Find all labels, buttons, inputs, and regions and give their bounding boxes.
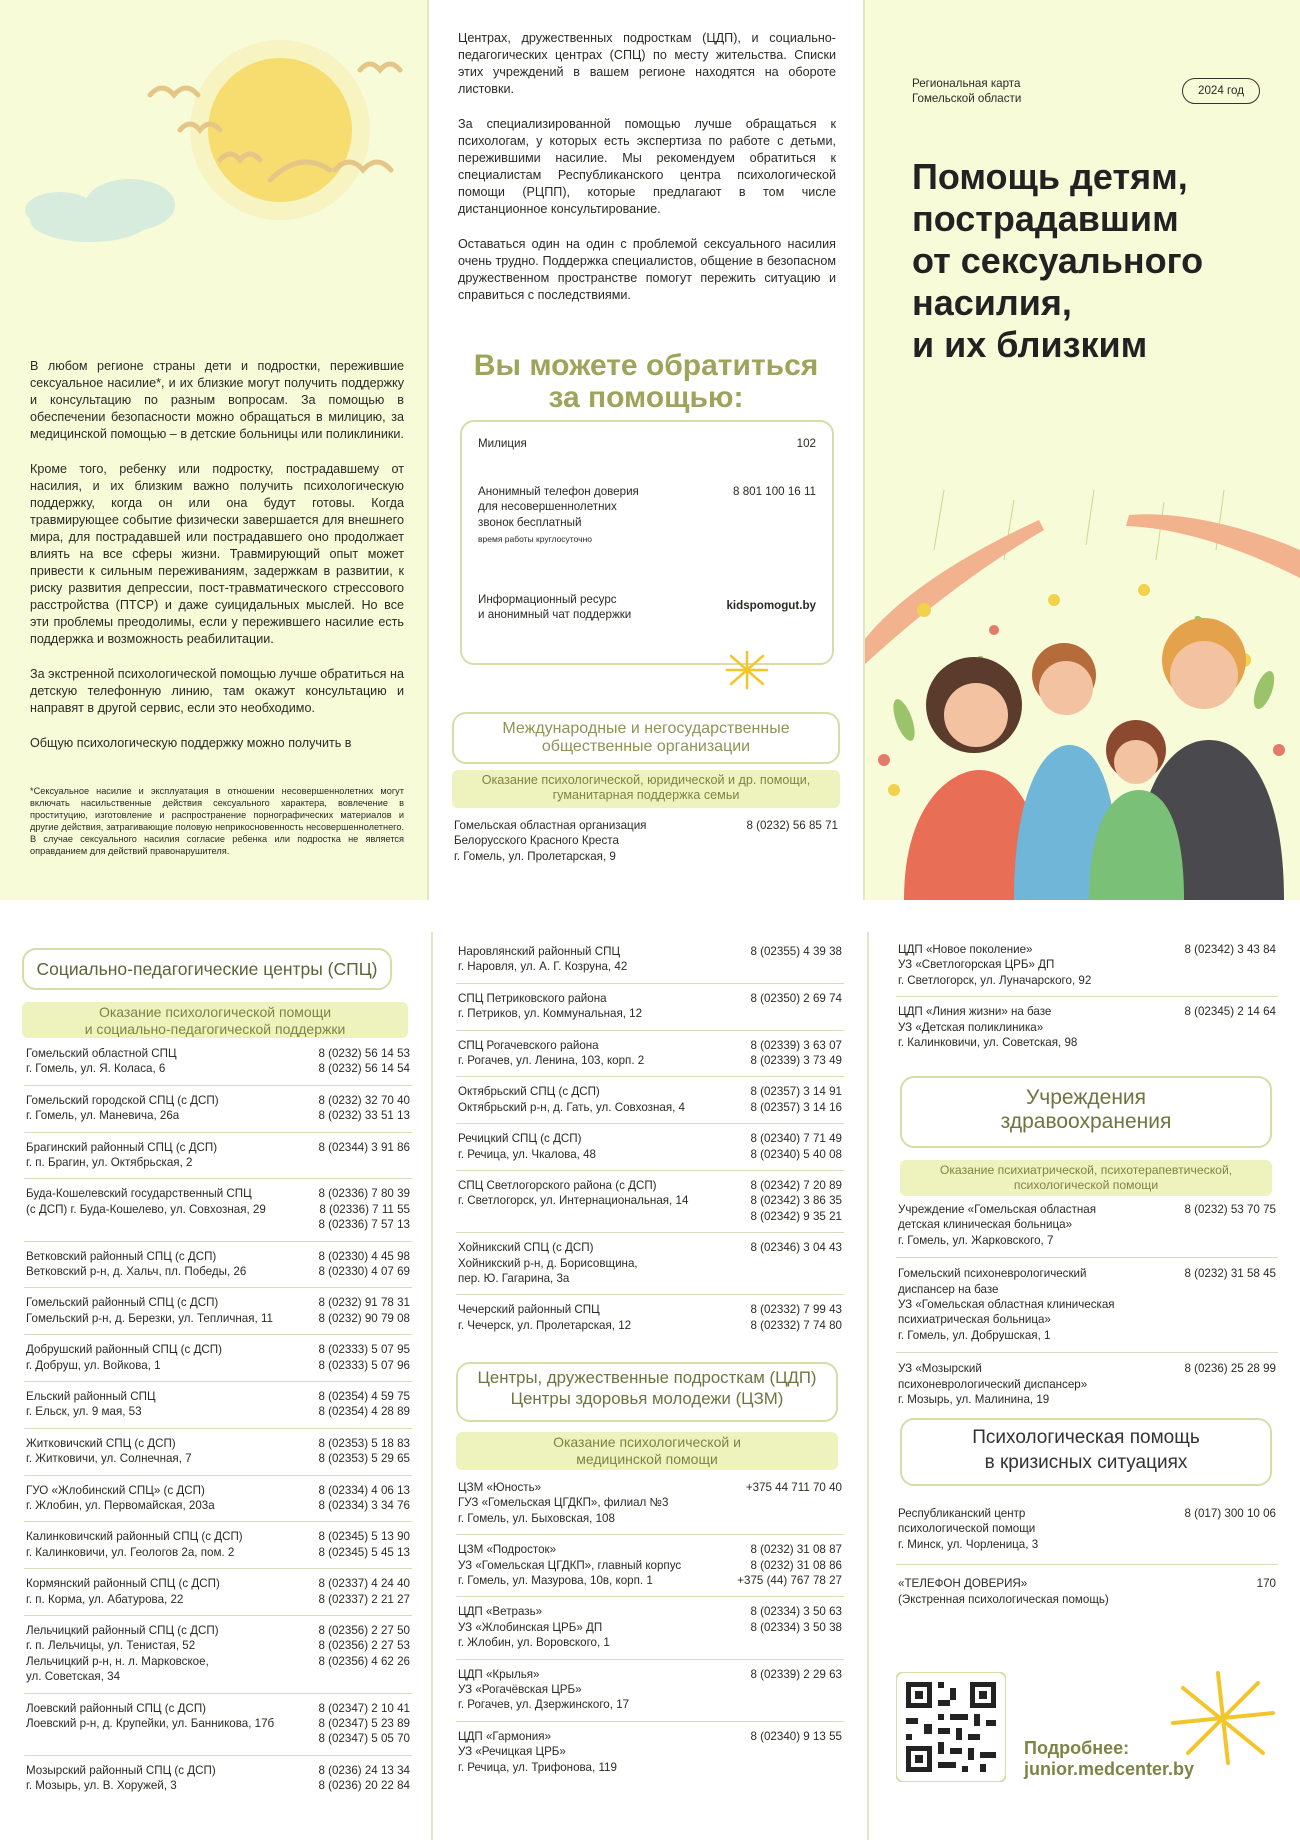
institution-name: Наровлянский районный СПЦ г. Наровля, ул. А. Г. Козруна, 42 xyxy=(458,945,628,974)
institution-name: Учреждение «Гомельская областная детская клиническая больница» г. Гомель, ул. Жарковского, 7 xyxy=(898,1203,1097,1247)
contact-link[interactable]: kidspomogut.by xyxy=(726,599,816,612)
emergency-paragraph: За экстренной психологической помощью лучше обратиться на детскую телефонную линию, там окажут консультацию и направят в другой сервис, если это необходимо. xyxy=(30,667,404,715)
row-divider xyxy=(24,1693,412,1694)
row-divider xyxy=(456,1294,844,1295)
intl-orgs-band: Оказание психологической, юридической и др. помощи, гуманитарная поддержка семьи xyxy=(452,770,840,808)
phone-number[interactable]: 8 (02353) 5 18 83 8 (02353) 5 29 65 xyxy=(318,1436,410,1466)
support-paragraph: Кроме того, ребенку или подростку, пострадавшему от насилия, и их близким важно получить психологическую поддержку, когда он или она будут готовы. Когда травмирующее событие физически завершается для внешнего мира, для пострадавшей или пострадавшего оно продолжает влиять на все сферы жизни. Травмирующий опыт может привести к сильным переживаниям, задержкам в развитии, к риску развития депрессии, пост-травматического стрессового расстройства (ПТСР) и даже суицидальных мыслей. Но все эти проблемы преодолимы, если у пережившего насилие есть поддержка и возможность реабилитации. xyxy=(30,462,404,646)
help-heading-line2: за помощью: xyxy=(548,380,744,414)
institution-name: Лоевский районный СПЦ (с ДСП) Лоевский р-н, д. Крупейки, ул. Банникова, 17б xyxy=(26,1701,275,1730)
institution-name: Республиканский центр психологической помощи г. Минск, ул. Чорленица, 3 xyxy=(898,1507,1039,1551)
specialists-paragraph: За специализированной помощью лучше обращаться к психологам, у которых есть экспертиза по работе с детьми, пережившими насилие. Мы рекомендуем обратиться к специалистам Республиканского центра психологической помощи (РЦПП), которые предлагают в том числе дистанционное консультирование. xyxy=(458,117,836,216)
row-divider xyxy=(896,996,1278,997)
phone-number[interactable]: 8 (0236) 25 28 99 xyxy=(1184,1362,1276,1376)
health-heading: Учреждения здравоохранения xyxy=(900,1076,1272,1148)
address-row xyxy=(458,1480,842,1526)
more-link[interactable]: junior.medcenter.by xyxy=(1024,1758,1195,1779)
phone-number[interactable]: +375 44 711 70 40 xyxy=(745,1481,842,1494)
institution-name: ЦДП «Крылья» УЗ «Рогачёвская ЦРБ» г. Рогачев, ул. Дзержинского, 17 xyxy=(458,1667,630,1712)
row-divider xyxy=(896,1352,1278,1353)
address-row xyxy=(458,1302,842,1333)
address-row xyxy=(458,1667,842,1713)
institution-name: Ельский районный СПЦ г. Ельск, ул. 9 мая, 53 xyxy=(26,1390,156,1419)
institution-name: Житковичский СПЦ (с ДСП) г. Житковичи, ул. Солнечная, 7 xyxy=(26,1436,192,1466)
phone-number[interactable]: 8 (0232) 91 78 31 8 (0232) 90 79 08 xyxy=(318,1296,410,1325)
address-row xyxy=(898,1266,1276,1343)
phone-number[interactable]: 8 (02334) 3 50 63 8 (02334) 3 50 38 xyxy=(750,1605,842,1634)
row-divider xyxy=(456,1030,844,1031)
row-divider xyxy=(456,1534,844,1535)
address-row xyxy=(26,1186,410,1232)
institution-name: Добрушский районный СПЦ (с ДСП) г. Добруш, ул. Войкова, 1 xyxy=(26,1343,222,1372)
phone-number[interactable]: 8 (02350) 2 69 74 xyxy=(750,991,842,1005)
help-heading xyxy=(428,350,864,413)
region-label: Региональная карта Гомельской области xyxy=(912,77,1022,106)
phone-number[interactable]: 8 (02340) 7 71 49 8 (02340) 5 40 08 xyxy=(750,1132,842,1161)
phone-number[interactable]: 8 (0232) 32 70 40 8 (0232) 33 51 13 xyxy=(318,1093,410,1123)
institution-name: Чечерский районный СПЦ г. Чечерск, ул. Пролетарская, 12 xyxy=(458,1303,632,1332)
crisis-heading: Психологическая помощь в кризисных ситуациях xyxy=(900,1418,1272,1486)
phone-number[interactable]: 8 (02344) 3 91 86 xyxy=(318,1140,410,1154)
row-divider xyxy=(24,1475,412,1476)
institution-name: ЦДП «Ветразь» УЗ «Жлобинская ЦРБ» ДП г. Жлобин, ул. Воровского, 1 xyxy=(458,1605,610,1650)
left-panel xyxy=(0,0,428,900)
phone-number[interactable]: 8 (02342) 7 20 89 8 (02342) 3 86 35 8 (02342) 9 35 21 xyxy=(750,1179,842,1223)
address-row xyxy=(898,1361,1276,1407)
institution-name: Хойникский СПЦ (с ДСП) Хойникский р-н, д. Борисовщина, пер. Ю. Гагарина, 3а xyxy=(458,1241,638,1285)
sun-illustration xyxy=(20,10,420,280)
row-divider xyxy=(24,1521,412,1522)
address-row xyxy=(26,1763,410,1794)
row-divider xyxy=(456,1076,844,1077)
qr-code[interactable] xyxy=(896,1672,1006,1782)
fold-line xyxy=(863,0,865,900)
org-phone[interactable]: 8 (0232) 56 85 71 xyxy=(746,819,838,832)
fold-line xyxy=(427,0,429,900)
cdp-band: Оказание психологической и медицинской помощи xyxy=(456,1432,838,1470)
address-row xyxy=(458,1038,842,1069)
phone-number[interactable]: 8 (0236) 24 13 34 8 (0236) 20 22 84 xyxy=(318,1763,410,1793)
health-band: Оказание психиатрической, психотерапевтической, психологической помощи xyxy=(900,1160,1272,1196)
fold-line xyxy=(431,932,433,1840)
middle-panel xyxy=(428,0,864,900)
family-illustration xyxy=(864,490,1300,900)
help-heading-line1: Вы можете обратиться xyxy=(473,349,819,382)
row-divider xyxy=(456,1596,844,1597)
row-divider xyxy=(456,1659,844,1660)
address-row xyxy=(898,1004,1276,1050)
institution-name: Октябрьский СПЦ (с ДСП) Октябрьский р-н, д. Гать, ул. Совхозная, 4 xyxy=(458,1085,686,1114)
institution-name: Брагинский районный СПЦ (с ДСП) г. п. Брагин, ул. Октябрьская, 2 xyxy=(26,1140,218,1169)
phone-number[interactable]: 8 (02357) 3 14 91 8 (02357) 3 14 16 xyxy=(750,1085,842,1114)
institution-name: Ветковский районный СПЦ (с ДСП) Ветковский р-н, д. Хальч, пл. Победы, 26 xyxy=(26,1249,247,1278)
address-row xyxy=(26,1436,410,1467)
address-row xyxy=(458,944,842,975)
phone-number[interactable]: 8 (02337) 4 24 40 8 (02337) 2 21 27 xyxy=(318,1577,410,1606)
address-row xyxy=(26,1342,410,1373)
phone-number[interactable]: 170 xyxy=(1256,1577,1276,1591)
address-row xyxy=(898,942,1276,988)
phone-number[interactable]: 8 (02330) 4 45 98 8 (02330) 4 07 69 xyxy=(318,1249,410,1278)
row-divider xyxy=(24,1241,412,1242)
address-row xyxy=(458,991,842,1022)
institution-name: Речицкий СПЦ (с ДСП) г. Речица, ул. Чкалова, 48 xyxy=(458,1132,596,1161)
institution-name: СПЦ Петриковского района г. Петриков, ул. Коммунальная, 12 xyxy=(458,991,643,1021)
institution-name: Гомельский городской СПЦ (с ДСП) г. Гомель, ул. Маневича, 26а xyxy=(26,1093,219,1123)
institution-name: УЗ «Мозырский психоневрологический диспансер» г. Мозырь, ул. Малинина, 19 xyxy=(898,1362,1088,1406)
address-row xyxy=(458,1604,842,1650)
address-row xyxy=(26,1701,410,1747)
cover-title: Помощь детям, пострадавшим от сексуального насилия, и их близким xyxy=(912,156,1204,366)
address-row xyxy=(26,1046,410,1077)
institution-name: ЦЗМ «Подросток» УЗ «Гомельская ЦГДКП», главный корпус г. Гомель, ул. Мазурова, 10в, корп. 1 xyxy=(458,1543,682,1587)
address-row xyxy=(898,1576,1276,1607)
row-divider xyxy=(24,1334,412,1335)
footnote: *Сексуальное насилие и эксплуатация в отношении несовершеннолетних могут включать насильственные действия сексуального характера, вовлечение в проституцию, изготовление и распространение порнографических материалов и другие действия, затрагивающие половую неприкосновенность несовершеннолетнего. В случае сексуального насилия согласие ребенка или подростка не является оправданием для действий правонарушителя. xyxy=(30,786,404,856)
intro-paragraph: В любом регионе страны дети и подростки, пережившие сексуальное насилие*, и их близкие могут получить поддержку и консультацию по разным вопросам. За помощью в обеспечении безопасности можно обращаться в милицию, за медицинской помощью – в детские больницы или поликлиники. xyxy=(30,359,404,441)
row-divider xyxy=(456,1123,844,1124)
row-divider xyxy=(24,1381,412,1382)
brochure-inside-spread xyxy=(0,932,1300,1840)
institution-name: ЦДП «Линия жизни» на базе УЗ «Детская поликлиника» г. Калинковичи, ул. Советская, 98 xyxy=(898,1005,1078,1049)
phone-number[interactable]: 8 (017) 300 10 06 xyxy=(1184,1507,1276,1520)
institution-name: ГУО «Жлобинский СПЦ» (с ДСП) г. Жлобин, ул. Первомайская, 203а xyxy=(26,1483,215,1512)
centers-paragraph: Центрах, дружественных подросткам (ЦДП), и социально-педагогических центрах (СПЦ) по месту жительства. Списки этих учреждений в вашем регионе находятся на обороте листовки. xyxy=(458,31,836,96)
address-row xyxy=(26,1576,410,1607)
phone-number[interactable]: 8 (02340) 9 13 55 xyxy=(750,1729,842,1743)
spc-band: Оказание психологической помощи и социально-педагогической поддержки xyxy=(22,1002,408,1038)
address-row xyxy=(26,1623,410,1685)
row-divider xyxy=(24,1428,412,1429)
row-divider xyxy=(24,1178,412,1179)
row-divider xyxy=(456,1170,844,1171)
phone-number[interactable]: 8 (0232) 31 08 87 8 (0232) 31 08 86 +375 (44) 767 78 27 xyxy=(737,1543,842,1587)
fold-line xyxy=(867,932,869,1840)
phone-number[interactable]: 8 (02333) 5 07 95 8 (02333) 5 07 96 xyxy=(318,1343,410,1372)
institution-name: СПЦ Светлогорского района (с ДСП) г. Светлогорск, ул. Интернациональная, 14 xyxy=(458,1179,689,1208)
row-divider xyxy=(896,1564,1278,1565)
spc-heading: Социально-педагогические центры (СПЦ) xyxy=(22,948,392,990)
more-label: Подробнее: xyxy=(1024,1738,1130,1758)
row-divider xyxy=(24,1568,412,1569)
phone-number[interactable]: 8 (0232) 56 14 53 8 (0232) 56 14 54 xyxy=(318,1047,410,1076)
spc-panel xyxy=(0,932,432,1840)
row-divider xyxy=(24,1615,412,1616)
intl-orgs-heading: Международные и негосударственные общественные организации xyxy=(452,712,840,764)
phone-number[interactable]: 8 (02354) 4 59 75 8 (02354) 4 28 89 xyxy=(318,1390,410,1419)
address-row xyxy=(458,1084,842,1115)
institution-name: Буда-Кошелевский государственный СПЦ (с ДСП) г. Буда-Кошелево, ул. Совхозная, 29 xyxy=(26,1187,266,1216)
cdp-heading: Центры, дружественные подросткам (ЦДП) Центры здоровья молодежи (ЦЗМ) xyxy=(456,1362,838,1422)
phone-number[interactable]: 8 (02342) 3 43 84 xyxy=(1184,943,1276,956)
contact-note: время работы круглосуточно xyxy=(478,534,592,544)
phone-number[interactable]: 8 (02332) 7 99 43 8 (02332) 7 74 80 xyxy=(750,1303,842,1332)
institution-name: ЦЗМ «Юность» ГУЗ «Гомельская ЦГДКП», филиал №3 г. Гомель, ул. Быховская, 108 xyxy=(458,1481,669,1525)
institution-name: Лельчицкий районный СПЦ (с ДСП) г. п. Лельчицы, ул. Тенистая, 52 Лельчицкий р-н, н. л. Марковское, ул. Советская, 34 xyxy=(26,1624,219,1684)
institution-name: Гомельский районный СПЦ (с ДСП) Гомельский р-н, д. Березки, ул. Тепличная, 11 xyxy=(26,1296,273,1325)
phone-number[interactable]: 8 (02336) 7 80 39 8 (02336) 7 11 55 8 (02336) 7 57 13 xyxy=(318,1187,410,1232)
institution-name: Калинковичский районный СПЦ (с ДСП) г. Калинковичи, ул. Геологов 2а, пом. 2 xyxy=(26,1530,243,1559)
address-row xyxy=(26,1295,410,1326)
general-support-paragraph: Общую психологическую поддержку можно получить в xyxy=(30,736,352,750)
org-name: Гомельская областная организация Белорусского Красного Креста г. Гомель, ул. Пролетарская, 9 xyxy=(454,819,647,863)
year-badge: 2024 год xyxy=(1182,78,1260,104)
phone-number[interactable]: 8 (0232) 53 70 75 xyxy=(1184,1203,1276,1216)
centers-panel xyxy=(432,932,868,1840)
address-row xyxy=(898,1202,1276,1248)
address-row xyxy=(458,1131,842,1162)
phone-number[interactable]: 8 (02345) 5 13 90 8 (02345) 5 45 13 xyxy=(318,1530,410,1559)
institution-name: ЦДП «Новое поколение» УЗ «Светлогорская ЦРБ» ДП г. Светлогорск, ул. Луначарского, 92 xyxy=(898,943,1092,987)
institution-name: Кормянский районный СПЦ (с ДСП) г. п. Корма, ул. Абатурова, 22 xyxy=(26,1577,220,1606)
contact-phone[interactable]: 102 xyxy=(796,437,816,450)
address-row xyxy=(26,1529,410,1560)
row-divider xyxy=(24,1287,412,1288)
cover-panel xyxy=(864,0,1300,900)
address-row xyxy=(26,1483,410,1514)
health-panel xyxy=(868,932,1300,1840)
row-divider xyxy=(24,1132,412,1133)
institution-name: Гомельский психоневрологический диспансер на базе УЗ «Гомельская областная клиническая психиатрическая больница» г. Гомель, ул. Добрушская, 1 xyxy=(898,1267,1115,1342)
institution-name: СПЦ Рогачевского района г. Рогачев, ул. Ленина, 103, корп. 2 xyxy=(458,1038,645,1067)
phone-number[interactable]: 8 (02339) 2 29 63 xyxy=(750,1667,842,1681)
more-info xyxy=(1024,1738,1194,1779)
alone-paragraph: Оставаться один на один с проблемой сексуального насилия очень трудно. Поддержка специалистов, общение в безопасном дружественном пространстве помогут пережить ситуацию и справиться с последствиями. xyxy=(458,237,836,302)
address-row xyxy=(898,1506,1276,1552)
contact-name: Милиция xyxy=(478,437,527,450)
institution-name: Гомельский областной СПЦ г. Гомель, ул. Я. Коласа, 6 xyxy=(26,1047,177,1076)
contact-name: Информационный ресурс и анонимный чат поддержки xyxy=(478,593,632,622)
address-row xyxy=(26,1249,410,1280)
row-divider xyxy=(896,1257,1278,1258)
institution-name: «ТЕЛЕФОН ДОВЕРИЯ» (Экстренная психологическая помощь) xyxy=(898,1577,1109,1606)
address-row xyxy=(458,1240,842,1286)
address-row xyxy=(458,1729,842,1775)
address-row xyxy=(458,1178,842,1224)
phone-number[interactable]: 8 (02346) 3 04 43 xyxy=(750,1241,842,1255)
row-divider xyxy=(456,983,844,984)
row-divider xyxy=(24,1755,412,1756)
phone-number[interactable]: 8 (02355) 4 39 38 xyxy=(750,945,842,958)
row-divider xyxy=(456,1721,844,1722)
institution-name: ЦДП «Гармония» УЗ «Речицкая ЦРБ» г. Речица, ул. Трифонова, 119 xyxy=(458,1729,617,1774)
phone-number[interactable]: 8 (02334) 4 06 13 8 (02334) 3 34 76 xyxy=(318,1483,410,1512)
row-divider xyxy=(456,1232,844,1233)
address-row xyxy=(26,1389,410,1420)
phone-number[interactable]: 8 (02345) 2 14 64 xyxy=(1184,1005,1276,1019)
contact-name: Анонимный телефон доверия для несовершеннолетних звонок бесплатный xyxy=(478,485,639,529)
row-divider xyxy=(24,1085,412,1086)
phone-number[interactable]: 8 (02347) 2 10 41 8 (02347) 5 23 89 8 (02347) 5 05 70 xyxy=(318,1701,410,1746)
contact-phone[interactable]: 8 801 100 16 11 xyxy=(733,485,816,498)
address-row xyxy=(26,1093,410,1124)
brochure-outside-spread xyxy=(0,0,1300,900)
institution-name: Мозырский районный СПЦ (с ДСП) г. Мозырь, ул. В. Хоружей, 3 xyxy=(26,1763,216,1793)
address-row xyxy=(26,1140,410,1171)
cloud-illustration xyxy=(25,179,175,242)
star-icon xyxy=(722,650,772,690)
phone-number[interactable]: 8 (0232) 31 58 45 xyxy=(1184,1267,1276,1281)
address-row xyxy=(458,1542,842,1588)
phone-number[interactable]: 8 (02339) 3 63 07 8 (02339) 3 73 49 xyxy=(750,1038,842,1067)
contacts-box xyxy=(460,420,834,665)
phone-number[interactable]: 8 (02356) 2 27 50 8 (02356) 2 27 53 8 (02356) 4 62 26 xyxy=(318,1624,410,1668)
